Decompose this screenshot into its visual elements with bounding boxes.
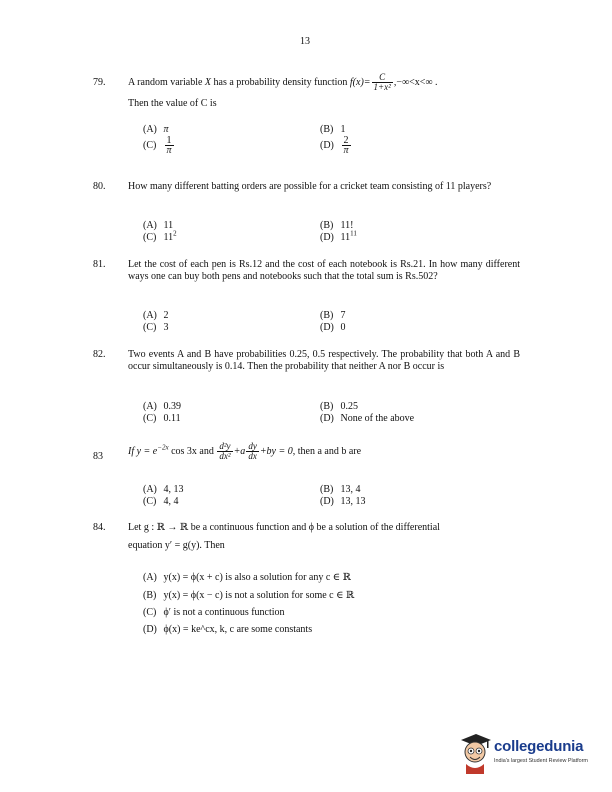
logo-wordmark: collegedunia [494,738,584,755]
question-stem: A random variable X has a probability density function f(x)= $\frac{C}{\text{1+x²}}$ ,−∞<x<∞ . [128,72,438,92]
option-a: (A) 2 [143,310,169,321]
option-b: (B) 0.25 [320,401,358,412]
option-c: (C) 0.11 [143,413,181,424]
option-d: (D) 0 [320,322,346,333]
option-a: (A) 4, 13 [143,484,184,495]
option-b: (B) 11! [320,220,354,231]
option-a: (A) y(x) = ϕ(x + c) is also a solution for any c ∈ ℝ [143,572,351,583]
option-a: (A) 0.39 [143,401,181,412]
option-d: (D) $11^{11}$ [320,229,357,243]
option-d: (D) 13, 13 [320,496,366,507]
option-b: (B) 1 [320,124,346,135]
question-number: 81. [93,259,106,270]
option-d: (D) $\frac{2}{\pi}$ [320,135,349,156]
option-b: (B) 13, 4 [320,484,361,495]
question-number: 80. [93,181,106,192]
option-a: (A) 11 [143,220,174,231]
question-number: 83 [93,451,103,462]
question-number: 84. [93,522,106,533]
collegedunia-logo[interactable] [458,728,608,778]
mascot-icon [458,728,492,774]
option-c: (C) 3 [143,322,169,333]
fraction: $\frac{dy}{dx}$ [248,441,257,461]
logo-tagline: India's largest Student Review Platform [494,758,588,764]
page-number: 13 [300,36,310,47]
option-b: (B) y(x) = ϕ(x − c) is not a solution for some c ∈ ℝ [143,590,355,601]
option-b: (B) 7 [320,310,346,321]
option-d: (D) ϕ(x) = ke^cx, k, c are some constants [143,624,313,635]
question-number: 82. [93,349,106,360]
question-stem: If $y = e^{-2x}$ cos 3x and $\frac{\text{d²y}}{\text{dx²}}$ +a $\frac{dy}{dx}$ +by = 0, then a and b are [128,441,362,461]
option-d: (D) None of the above [320,413,415,424]
option-a: (A) π [143,124,169,135]
question-stem-line2: equation y′ = g(y). Then [128,540,225,551]
fraction: $\frac{C}{\text{1+x²}}$ [373,72,391,92]
question-stem: Let the cost of each pen is Rs.12 and the cost of each notebook is Rs.21. In how many different ways one can buy both pens and notebooks such that the total sum is Rs.502? [128,259,520,282]
question-stem-line2: Then the value of C is [128,98,217,109]
question-stem: How many different batting orders are possible for a cricket team consisting of 11 players? [128,181,492,192]
option-c: (C) $\frac{1}{\pi}$ [143,135,172,156]
question-number: 79. [93,77,106,88]
question-stem: Let g : ℝ → ℝ be a continuous function and ϕ be a solution of the differential [128,522,440,533]
option-c: (C) 4, 4 [143,496,179,507]
question-stem: Two events A and B have probabilities 0.25, 0.5 respectively. The probability that both A and B occur simultaneously is 0.14. Then the probability that neither A nor B occur is [128,349,520,372]
fraction: $\frac{\text{d²y}}{\text{dx²}}$ [219,441,231,461]
option-c: (C) ϕ′ is not a continuous function [143,607,285,618]
option-c: (C) $11^2$ [143,229,177,243]
